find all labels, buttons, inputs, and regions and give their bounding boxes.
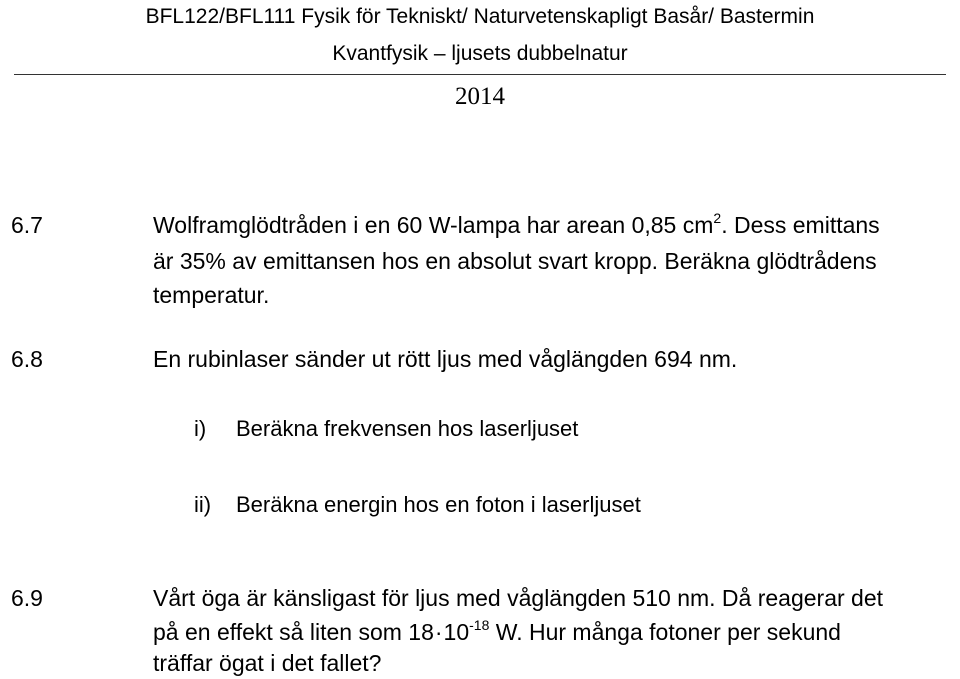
subquestion-label: ii) [194, 492, 212, 517]
problem-text-line: En rubinlaser sänder ut rött ljus med våglängden 694 nm. [153, 346, 738, 372]
problem-number: 6.7 [11, 212, 43, 238]
subquestion-label: i) [194, 416, 207, 441]
problem-number: 6.9 [11, 585, 43, 611]
subquestion-text: Beräkna frekvensen hos laserljuset [236, 416, 579, 441]
problem-number: 6.8 [11, 346, 43, 372]
problem-text-line: Wolframglödtråden i en 60 W-lampa har arean 0,85 $cm^2$. Dess emittans [153, 210, 880, 238]
document-header-title: BFL122/BFL111 Fysik för Tekniskt/ Naturvetenskapligt Basår/ Bastermin [145, 5, 815, 28]
document-year: 2014 [455, 83, 505, 110]
problem-text-line: Vårt öga är känsligast för ljus med våglängden 510 nm. Då reagerar det [153, 585, 884, 611]
problem-text-line: träffar ögat i det fallet? [153, 650, 382, 676]
problem-text-line: är 35% av emittansen hos en absolut svart kropp. Beräkna glödtrådens [153, 248, 877, 274]
document-header-subtitle: Kvantfysik – ljusets dubbelnatur [332, 42, 628, 65]
subquestion-text: Beräkna energin hos en foton i laserljuset [236, 492, 641, 517]
problem-text-line: på en effekt så liten som $18\cdot 10^{-18}$ W. Hur många fotoner per sekund [153, 617, 841, 645]
header-divider [14, 74, 946, 75]
problem-text-line: temperatur. [153, 282, 270, 308]
